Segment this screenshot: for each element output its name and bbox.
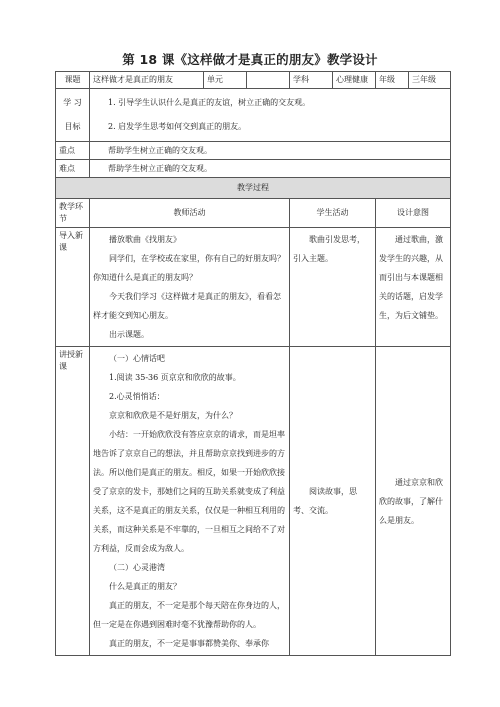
teacher-paragraph: （一）心情话吧 <box>109 354 165 363</box>
teacher-paragraph: 真正的朋友，不一定是事事都赞美你、奉承你 <box>109 639 269 648</box>
table-row <box>56 228 451 347</box>
teacher-paragraph: （二）心灵港湾 <box>109 563 165 572</box>
teacher-paragraph: 出示课题。 <box>109 330 149 339</box>
student-activity-cell <box>290 347 376 656</box>
col-stage: 教学环节 <box>56 199 90 228</box>
teacher-paragraph: 同学们，在学校或在家里，你有自己的好朋友吗？你知道什么是真正的朋友吗？ <box>93 254 285 282</box>
info-row <box>56 72 451 89</box>
grade-value: 三年级 <box>409 72 451 89</box>
teacher-paragraph: 小结：一开始欣欣没有答应京京的请求，而是坦率地告诉了京京自己的想法，并且帮助京京找到进步的方法。所以他们是真正的朋友。相反，如果一开始欣欣接受了京京的发卡，那她们之间的互助关系就变成了利益关系，这不是真正的朋友关系，仅仅是一种相互利用的关系，而这种关系是不牢靠的，一旦相互之间给不了对方利益，反而会成为敌人。 <box>93 430 285 553</box>
stage-cell: 讲授新课 <box>56 347 90 656</box>
teacher-paragraph: 真正的朋友，不一定是那个每天陪在你身边的人，但一定是在你遇到困难时毫不犹豫帮助你的人。 <box>93 601 285 629</box>
key-row <box>56 142 451 160</box>
teacher-paragraph: 播放歌曲《找朋友》 <box>109 235 181 244</box>
key-value: 帮助学生树立正确的交友观。 <box>90 142 451 160</box>
stage-cell: 导入新课 <box>56 228 90 347</box>
grade-label: 年级 <box>376 72 409 89</box>
goal-item: 1. 引导学生认识什么是真正的友谊，树立正确的交友观。 <box>108 98 311 107</box>
topic-value: 这样做才是真正的朋友 <box>90 72 204 89</box>
design-intent-cell <box>376 347 451 656</box>
difficulty-row <box>56 160 451 178</box>
process-header-row <box>56 178 451 199</box>
unit-value <box>247 72 290 89</box>
column-header-row <box>56 199 451 228</box>
table-row <box>56 347 451 656</box>
goal-item: 2. 启发学生思考如何交到真正的朋友。 <box>108 122 247 131</box>
subject-label: 学科 <box>290 72 333 89</box>
process-title: 教学过程 <box>56 178 451 199</box>
design-intent-cell <box>376 228 451 347</box>
difficulty-value: 帮助学生树立正确的交友观。 <box>90 160 451 178</box>
unit-label: 单元 <box>204 72 247 89</box>
teacher-activity-cell <box>90 228 290 347</box>
difficulty-label: 难点 <box>56 160 90 178</box>
student-activity-text: 阅读故事，思考、交流。 <box>293 487 357 515</box>
teacher-paragraph: 什么是真正的朋友？ <box>109 582 181 591</box>
teacher-paragraph: 京京和欣欣是不是好朋友，为什么？ <box>109 411 237 420</box>
teacher-paragraph: 2.心灵悄悄话： <box>109 392 165 401</box>
col-teacher: 教师活动 <box>90 199 290 228</box>
student-activity-cell <box>290 228 376 347</box>
student-activity-text: 歌曲引发思考，引入主题。 <box>293 235 365 263</box>
goals-content <box>90 89 451 142</box>
goals-row <box>56 89 451 142</box>
col-intent: 设计意图 <box>376 199 451 228</box>
subject-value: 心理健康 <box>333 72 376 89</box>
teacher-activity-cell <box>90 347 290 656</box>
design-intent-text: 通过京京和欣欣的故事，了解什么是朋友。 <box>379 477 443 525</box>
goals-label: 学 习 目标 <box>56 89 90 142</box>
design-intent-text: 通过歌曲，激发学生的兴趣，从而引出与本课题相关的话题，启发学生，为后文铺垫。 <box>379 235 443 320</box>
topic-label: 课题 <box>56 72 90 89</box>
teacher-paragraph: 今天我们学习《这样做才是真正的朋友》，看看怎样才能交到知心朋友。 <box>93 292 281 320</box>
teacher-paragraph: 1.阅读 35-36 页京京和欣欣的故事。 <box>109 373 241 382</box>
col-student: 学生活动 <box>290 199 376 228</box>
document-title: 第 18 课《这样做才是真正的朋友》教学设计 <box>122 52 378 67</box>
key-label: 重点 <box>56 142 90 160</box>
lesson-plan-table <box>55 71 451 656</box>
